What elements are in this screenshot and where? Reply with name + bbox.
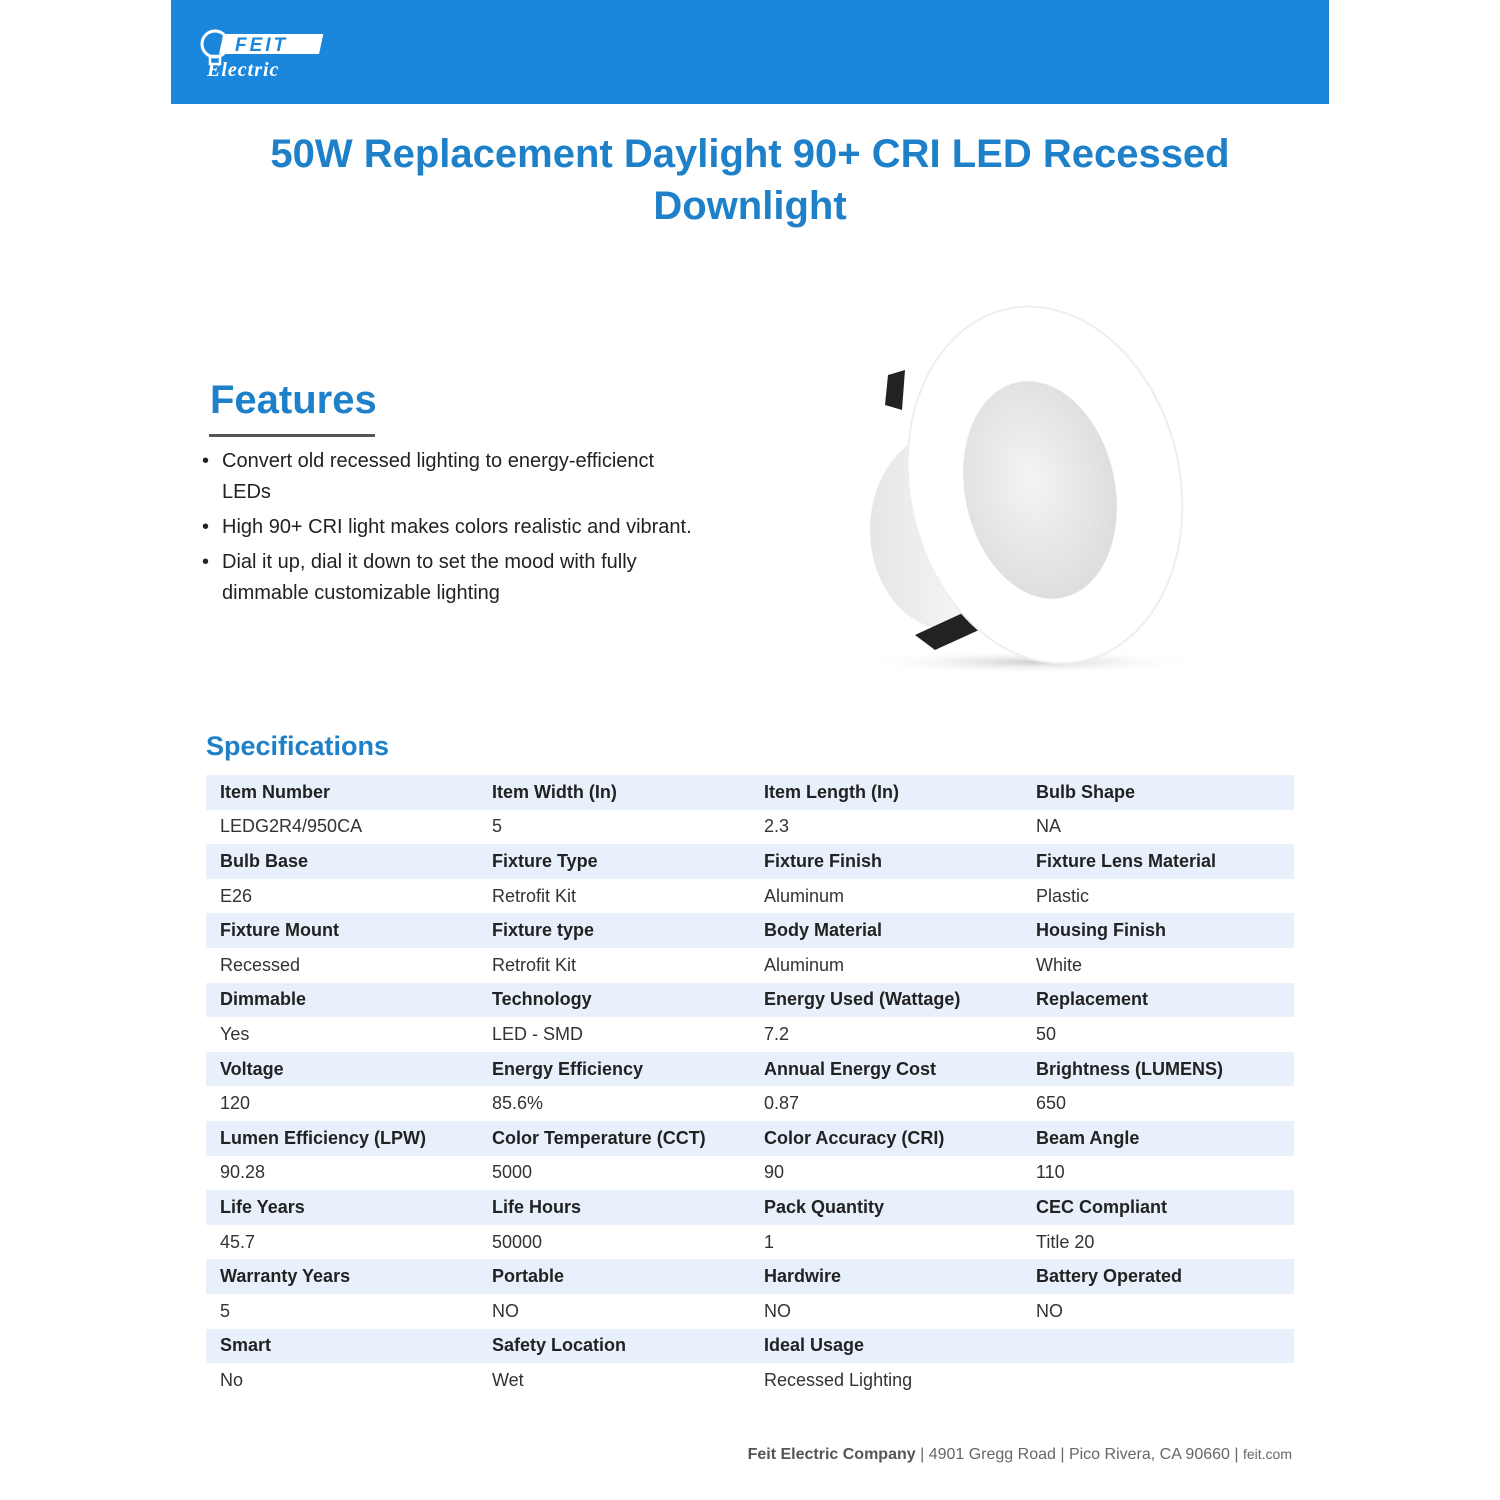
spec-value: Recessed Lighting [750,1363,1022,1398]
spec-value-row [206,1225,1294,1260]
spec-value-row [206,1363,1294,1398]
spec-value: 5000 [478,1156,750,1191]
header-bar [171,0,1329,104]
spec-value: 85.6% [478,1086,750,1121]
feature-item: • Convert old recessed lighting to energy-efficienct LEDs [202,446,692,508]
spec-value-row [206,948,1294,983]
spec-value: 2.3 [750,810,1022,845]
spec-label [1022,1329,1294,1364]
features-divider [209,434,375,437]
spec-label: Item Length (In) [750,775,1022,810]
spec-value: Title 20 [1022,1225,1294,1260]
footer-company: Feit Electric Company [747,1446,916,1463]
spec-label-row [206,1190,1294,1225]
specifications-table [206,775,1294,1398]
spec-value: Wet [478,1363,750,1398]
spec-label: Fixture Mount [206,913,478,948]
spec-value: Plastic [1022,879,1294,914]
feature-item: • Dial it up, dial it down to set the mood with fully dimmable customizable lighting [202,547,692,609]
page-title: 50W Replacement Daylight 90+ CRI LED Recessed Downlight [270,132,1230,228]
spec-label: Warranty Years [206,1259,478,1294]
spec-label: CEC Compliant [1022,1190,1294,1225]
spec-label: Fixture type [478,913,750,948]
spec-label: Annual Energy Cost [750,1052,1022,1087]
spec-label: Lumen Efficiency (LPW) [206,1121,478,1156]
spec-value-row [206,1294,1294,1329]
spec-label: Hardwire [750,1259,1022,1294]
spec-label: Dimmable [206,983,478,1018]
features-list [202,446,692,613]
spec-label: Fixture Lens Material [1022,844,1294,879]
spec-value: 0.87 [750,1086,1022,1121]
spec-value: 110 [1022,1156,1294,1191]
spec-label: Item Width (In) [478,775,750,810]
spec-value: LED - SMD [478,1017,750,1052]
spec-label: Bulb Shape [1022,775,1294,810]
spec-label: Ideal Usage [750,1329,1022,1364]
spec-label: Life Years [206,1190,478,1225]
spec-label-row [206,1052,1294,1087]
spec-label: Color Temperature (CCT) [478,1121,750,1156]
spec-label: Color Accuracy (CRI) [750,1121,1022,1156]
spec-label-row [206,1329,1294,1364]
spec-label: Housing Finish [1022,913,1294,948]
spec-label: Energy Efficiency [478,1052,750,1087]
spec-label: Energy Used (Wattage) [750,983,1022,1018]
spec-value: Retrofit Kit [478,948,750,983]
footer-address: | 4901 Gregg Road | Pico Rivera, CA 90660 | [920,1446,1239,1463]
spec-label: Body Material [750,913,1022,948]
spec-value: 1 [750,1225,1022,1260]
features-heading: Features [210,378,377,422]
svg-text:Electric: Electric [207,59,280,80]
spec-value: E26 [206,879,478,914]
spec-value: NO [1022,1294,1294,1329]
spec-value: 45.7 [206,1225,478,1260]
spec-label: Replacement [1022,983,1294,1018]
spec-value: NO [750,1294,1022,1329]
spec-value: 90 [750,1156,1022,1191]
spec-value: NA [1022,810,1294,845]
spec-value: 120 [206,1086,478,1121]
spec-label-row [206,1121,1294,1156]
spec-label-row [206,775,1294,810]
spec-label: Beam Angle [1022,1121,1294,1156]
spec-label: Safety Location [478,1329,750,1364]
spec-label: Bulb Base [206,844,478,879]
spec-label: Pack Quantity [750,1190,1022,1225]
spec-label: Portable [478,1259,750,1294]
item-number-link[interactable]: LEDG2R4/950CA [206,810,478,845]
spec-label: Life Hours [478,1190,750,1225]
spec-value: Yes [206,1017,478,1052]
spec-label-row [206,983,1294,1018]
spec-label: Battery Operated [1022,1259,1294,1294]
spec-value: NO [478,1294,750,1329]
spec-value: Retrofit Kit [478,879,750,914]
spec-label: Fixture Finish [750,844,1022,879]
spec-value: 5 [478,810,750,845]
spec-value-row [206,1017,1294,1052]
spec-value: 50 [1022,1017,1294,1052]
svg-text:FEIT: FEIT [235,35,289,56]
feit-electric-logo[interactable] [199,26,329,80]
footer [748,1446,1292,1464]
spec-value: White [1022,948,1294,983]
spec-value: Recessed [206,948,478,983]
spec-value: Aluminum [750,879,1022,914]
spec-value: 7.2 [750,1017,1022,1052]
spec-value: No [206,1363,478,1398]
spec-label-row [206,844,1294,879]
spec-label: Technology [478,983,750,1018]
footer-website-link[interactable]: feit.com [1242,1446,1292,1462]
spec-label: Smart [206,1329,478,1364]
spec-value: 90.28 [206,1156,478,1191]
recessed-downlight-image [840,300,1210,680]
spec-value: 650 [1022,1086,1294,1121]
spec-value-row [206,1086,1294,1121]
spec-value: 5 [206,1294,478,1329]
spec-value: Aluminum [750,948,1022,983]
feature-item: • High 90+ CRI light makes colors realistic and vibrant. [202,512,692,543]
spec-value: 50000 [478,1225,750,1260]
spec-value-row [206,1156,1294,1191]
spec-label-row [206,913,1294,948]
spec-label: Voltage [206,1052,478,1087]
spec-value-row [206,879,1294,914]
specifications-heading: Specifications [206,731,390,761]
spec-label-row [206,1259,1294,1294]
spec-label: Fixture Type [478,844,750,879]
spec-value-row [206,810,1294,845]
spec-label: Brightness (LUMENS) [1022,1052,1294,1087]
spec-label: Item Number [206,775,478,810]
spec-value [1022,1363,1294,1398]
